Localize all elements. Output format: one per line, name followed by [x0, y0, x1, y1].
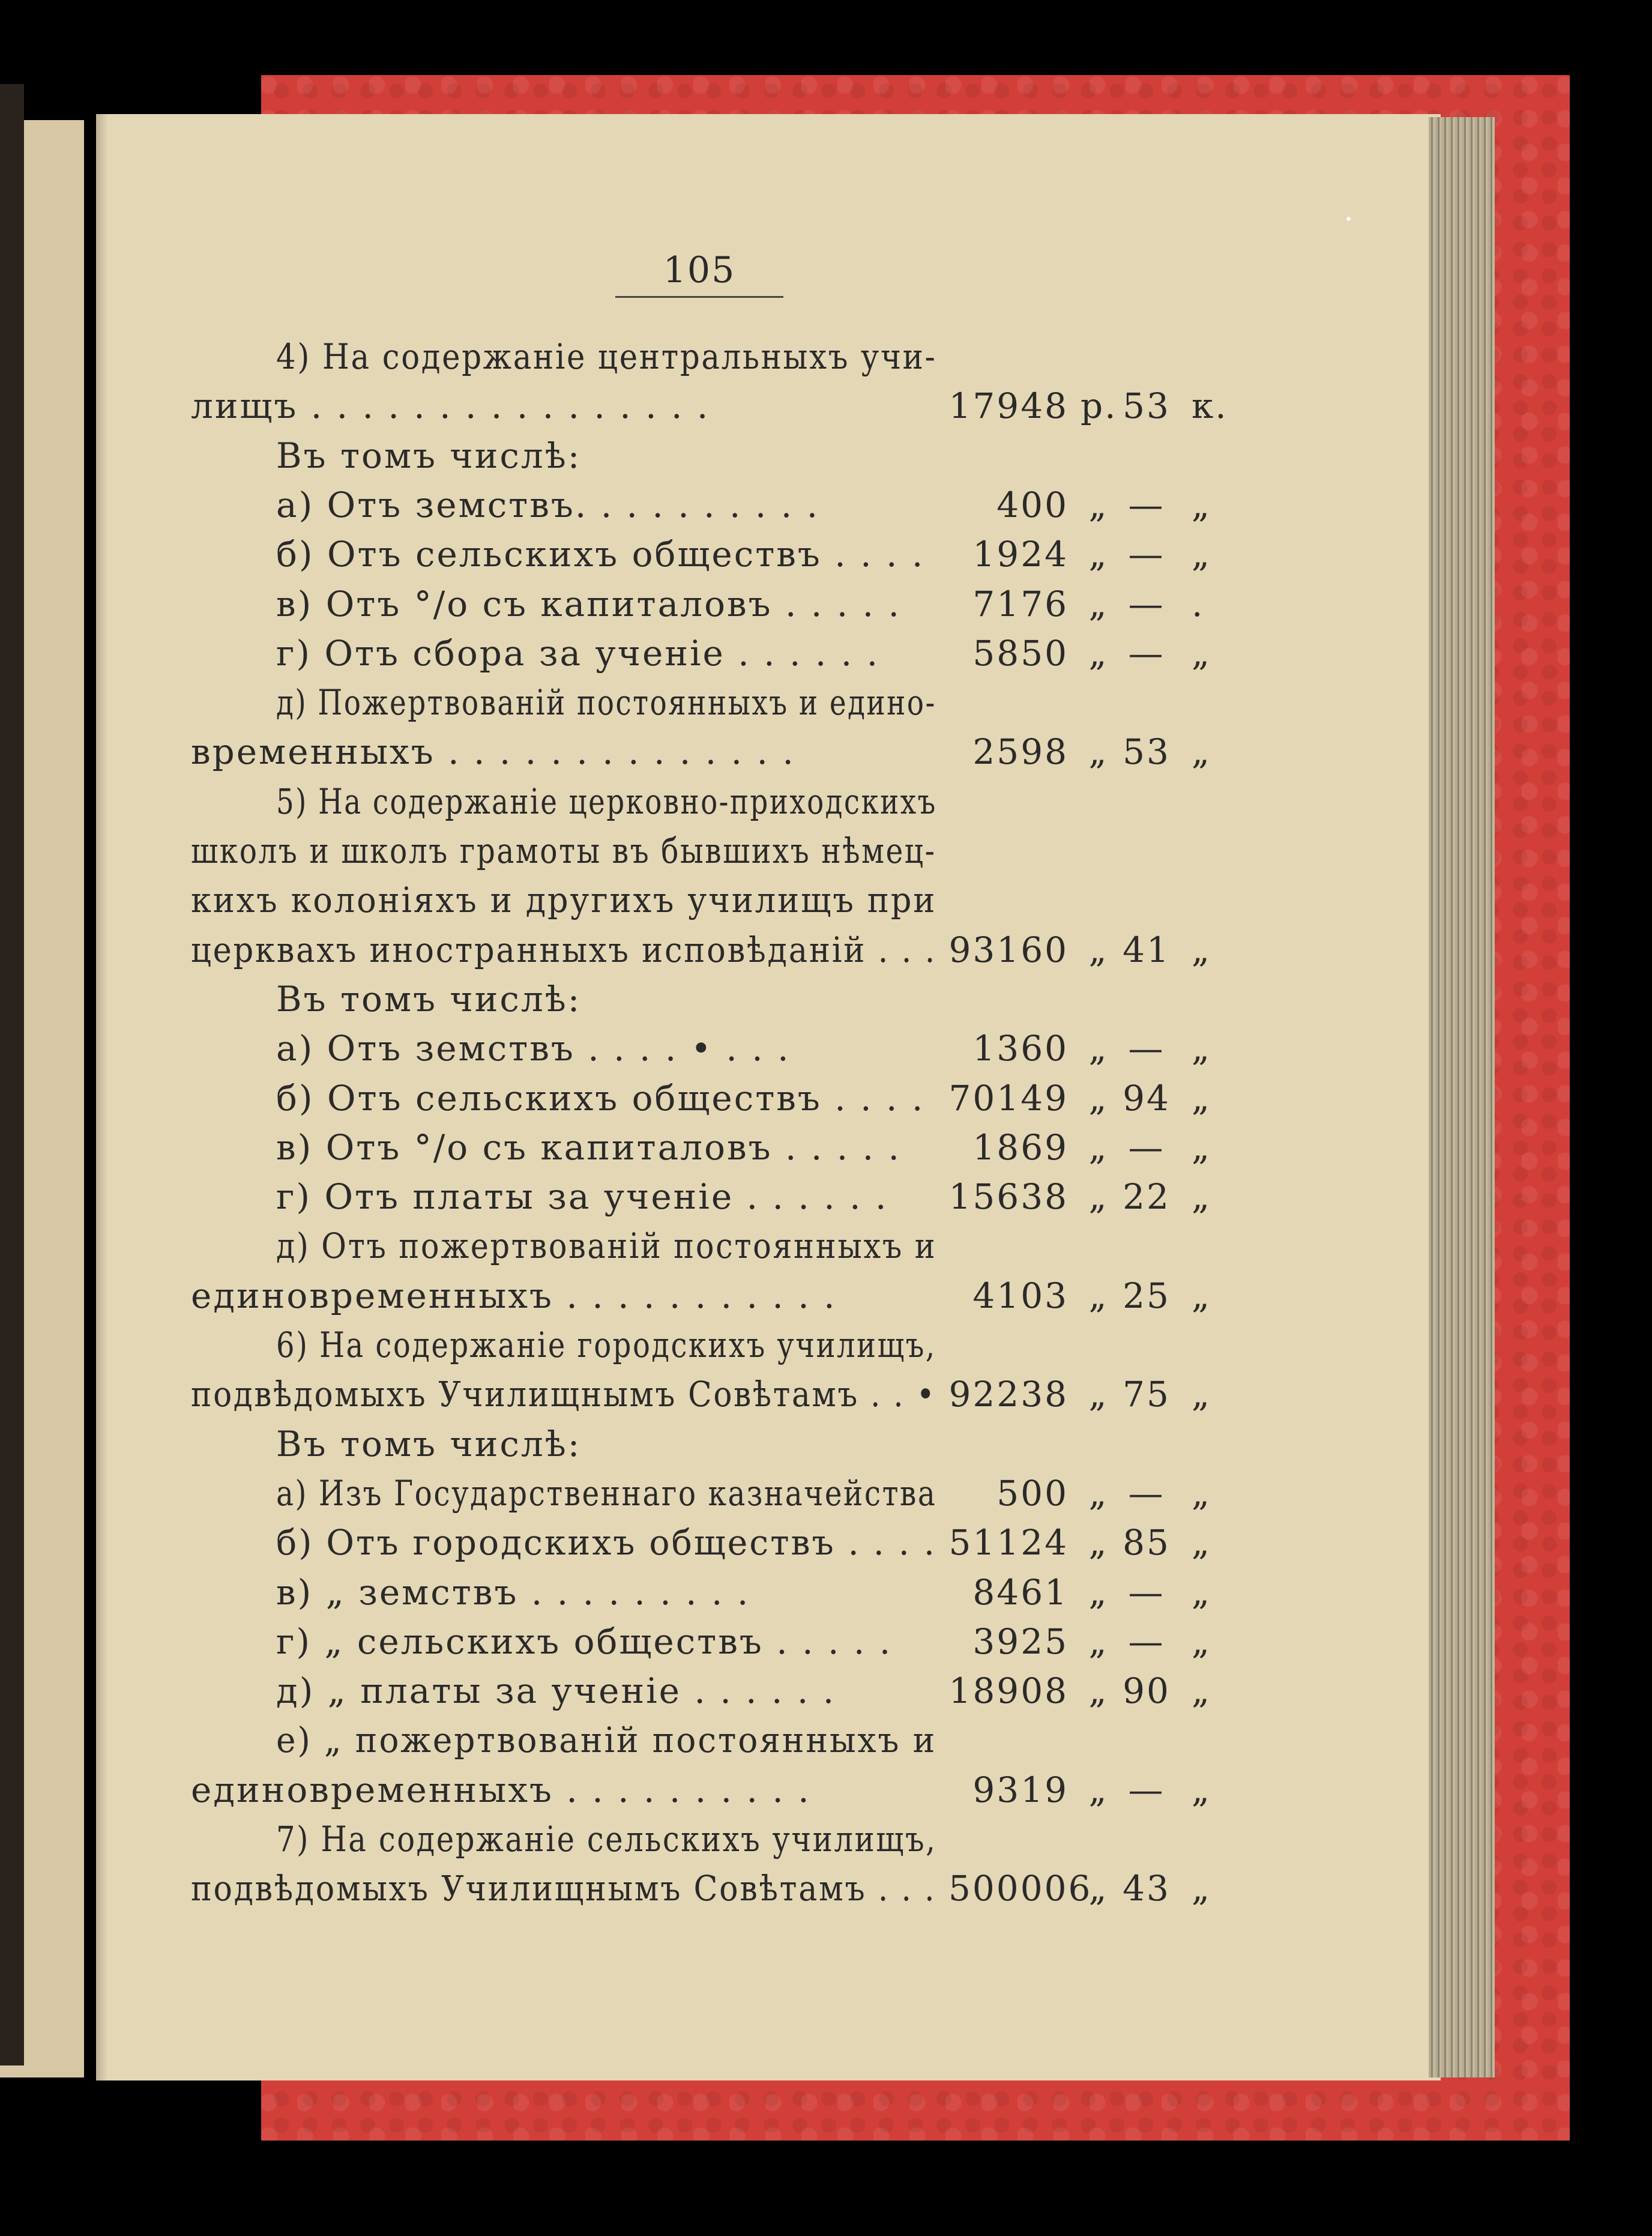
suffix-mark: „ — [1192, 731, 1212, 772]
amount-rubles: 5850 — [972, 633, 1069, 674]
suffix-mark: „ — [1192, 633, 1212, 674]
unit-mark: „ — [1088, 584, 1109, 624]
amount-rubles: 8461 — [972, 1572, 1069, 1613]
suffix-mark: „ — [1192, 929, 1212, 970]
line-text: г) „ сельскихъ обществъ . . . . . — [276, 1621, 893, 1662]
suffix-mark: „ — [1192, 1473, 1212, 1514]
line-text: б) Отъ сельскихъ обществъ . . . . — [276, 1078, 925, 1119]
unit-mark: „ — [1088, 731, 1109, 772]
amount-rubles: 3925 — [972, 1621, 1069, 1662]
suffix-mark: „ — [1192, 1176, 1212, 1217]
amount-rubles: 1924 — [972, 534, 1069, 575]
unit-mark: „ — [1088, 929, 1109, 970]
amount-kopecks: 90 — [1123, 1670, 1171, 1711]
amount-kopecks: 94 — [1123, 1078, 1171, 1119]
line-text: д) Пожертвованій постоянныхъ и едино- — [276, 682, 936, 723]
amount-kopecks: — — [1128, 485, 1165, 525]
unit-mark: „ — [1088, 1127, 1109, 1168]
amount-rubles: 17948 — [948, 385, 1069, 426]
suffix-mark: „ — [1192, 1868, 1212, 1909]
amount-rubles: 4103 — [972, 1275, 1069, 1316]
unit-mark: „ — [1088, 1572, 1109, 1613]
unit-mark: „ — [1088, 633, 1109, 674]
suffix-mark: „ — [1192, 1374, 1212, 1415]
line-text: в) Отъ °/o съ капиталовъ . . . . . — [276, 584, 901, 624]
line-text: 7) На содержаніе сельскихъ училищъ, — [276, 1819, 937, 1860]
amount-rubles: 1360 — [972, 1028, 1069, 1069]
line-text: Въ томъ числѣ: — [276, 979, 582, 1020]
amount-rubles: 500 — [996, 1473, 1069, 1514]
amount-rubles: 93160 — [948, 929, 1069, 970]
line-text: временныхъ . . . . . . . . . . . . . . — [191, 731, 795, 772]
amount-rubles: 18908 — [948, 1670, 1069, 1711]
line-text: б) Отъ сельскихъ обществъ . . . . — [276, 534, 925, 575]
suffix-mark: „ — [1192, 1572, 1212, 1613]
line-text: единовременныхъ . . . . . . . . . . — [191, 1769, 811, 1810]
unit-mark: „ — [1088, 1028, 1109, 1069]
amount-kopecks: 53 — [1123, 731, 1171, 772]
suffix-mark: „ — [1192, 1769, 1212, 1810]
unit-mark: „ — [1088, 1176, 1109, 1217]
amount-kopecks: — — [1128, 633, 1165, 674]
line-text: кихъ колоніяхъ и другихъ училищъ при — [191, 880, 937, 920]
line-text: 5) На содержаніе церковно-приходскихъ — [276, 781, 937, 822]
amount-kopecks: — — [1128, 1621, 1165, 1662]
line-text: а) Изъ Государственнаго казначейства — [276, 1473, 937, 1514]
line-text: Въ томъ числѣ: — [276, 435, 582, 476]
line-text: в) „ земствъ . . . . . . . . . — [276, 1572, 750, 1613]
unit-mark: „ — [1088, 1473, 1109, 1514]
amount-rubles: 1869 — [972, 1127, 1069, 1168]
amount-kopecks: 75 — [1123, 1374, 1171, 1415]
amount-kopecks: 41 — [1123, 929, 1171, 970]
unit-mark: „ — [1088, 1670, 1109, 1711]
amount-kopecks: — — [1128, 1028, 1165, 1069]
line-text: а) Отъ земствъ. . . . . . . . . . — [276, 485, 820, 525]
line-text: г) Отъ платы за ученіе . . . . . . — [276, 1176, 888, 1217]
unit-mark: „ — [1088, 1275, 1109, 1316]
amount-kopecks: — — [1128, 1127, 1165, 1168]
suffix-mark: „ — [1192, 1522, 1212, 1563]
amount-kopecks: 53 — [1123, 385, 1171, 426]
line-text: 6) На содержаніе городскихъ училищъ, — [276, 1325, 936, 1365]
line-text: в) Отъ °/o съ капиталовъ . . . . . — [276, 1127, 901, 1168]
line-text: б) Отъ городскихъ обществъ . . . . — [276, 1522, 936, 1563]
book-spine — [0, 84, 24, 2065]
suffix-mark: „ — [1192, 1670, 1212, 1711]
unit-mark: „ — [1088, 485, 1109, 525]
amount-rubles: 15638 — [948, 1176, 1069, 1217]
amount-kopecks: 43 — [1123, 1868, 1171, 1909]
amount-rubles: 7176 — [972, 584, 1069, 624]
amount-rubles: 9319 — [972, 1769, 1069, 1810]
unit-mark: „ — [1088, 1621, 1109, 1662]
unit-mark: „ — [1088, 534, 1109, 575]
line-text: д) Отъ пожертвованій постоянныхъ и — [276, 1225, 937, 1266]
line-text: Въ томъ числѣ: — [276, 1424, 582, 1464]
amount-rubles: 70149 — [948, 1078, 1069, 1119]
unit-mark: „ — [1088, 1522, 1109, 1563]
line-text: подвѣдомыхъ Училищнымъ Совѣтамъ . . . — [191, 1868, 936, 1909]
page-number: 105 — [663, 249, 736, 291]
amount-rubles: 92238 — [948, 1374, 1069, 1415]
line-text: а) Отъ земствъ . . . . • . . . — [276, 1028, 791, 1069]
amount-rubles: 2598 — [972, 731, 1069, 772]
line-text: единовременныхъ . . . . . . . . . . . — [191, 1275, 837, 1316]
speck — [1346, 217, 1351, 221]
unit-mark: р. — [1081, 385, 1118, 426]
amount-kopecks: — — [1128, 1473, 1165, 1514]
line-text: подвѣдомыхъ Училищнымъ Совѣтамъ . . • — [191, 1374, 936, 1415]
unit-mark: „ — [1088, 1374, 1109, 1415]
amount-rubles: 51124 — [948, 1522, 1069, 1563]
unit-mark: „ — [1088, 1078, 1109, 1119]
unit-mark: „ — [1088, 1769, 1109, 1810]
amount-kopecks: — — [1128, 584, 1165, 624]
line-text: лищъ . . . . . . . . . . . . . . . . — [191, 385, 710, 426]
page-gutter-shadow — [84, 114, 108, 2080]
page-stack-edges — [1429, 117, 1495, 2077]
unit-mark: „ — [1088, 1868, 1109, 1909]
amount-rubles: 400 — [996, 485, 1069, 525]
header-rule — [615, 296, 783, 298]
suffix-mark: „ — [1192, 485, 1212, 525]
line-text: е) „ пожертвованій постоянныхъ и — [276, 1720, 937, 1760]
suffix-mark: . — [1192, 584, 1205, 624]
amount-kopecks: 25 — [1123, 1275, 1171, 1316]
amount-kopecks: — — [1128, 534, 1165, 575]
line-text: д) „ платы за ученіе . . . . . . — [276, 1670, 836, 1711]
line-text: церквахъ иностранныхъ исповѣданій . . . — [191, 929, 937, 970]
amount-rubles: 500006 — [948, 1868, 1093, 1909]
amount-kopecks: 22 — [1123, 1176, 1171, 1217]
amount-kopecks: — — [1128, 1572, 1165, 1613]
amount-kopecks: 85 — [1123, 1522, 1171, 1563]
suffix-mark: „ — [1192, 1078, 1212, 1119]
amount-kopecks: — — [1128, 1769, 1165, 1810]
suffix-mark: „ — [1192, 1127, 1212, 1168]
suffix-mark: „ — [1192, 1028, 1212, 1069]
suffix-mark: „ — [1192, 534, 1212, 575]
suffix-mark: „ — [1192, 1621, 1212, 1662]
line-text: г) Отъ сбора за ученіе . . . . . . — [276, 633, 880, 674]
line-text: 4) На содержаніе центральныхъ учи- — [276, 336, 937, 377]
suffix-mark: к. — [1192, 385, 1228, 426]
line-text: школъ и школъ грамоты въ бывшихъ нѣмец- — [191, 830, 936, 871]
suffix-mark: „ — [1192, 1275, 1212, 1316]
